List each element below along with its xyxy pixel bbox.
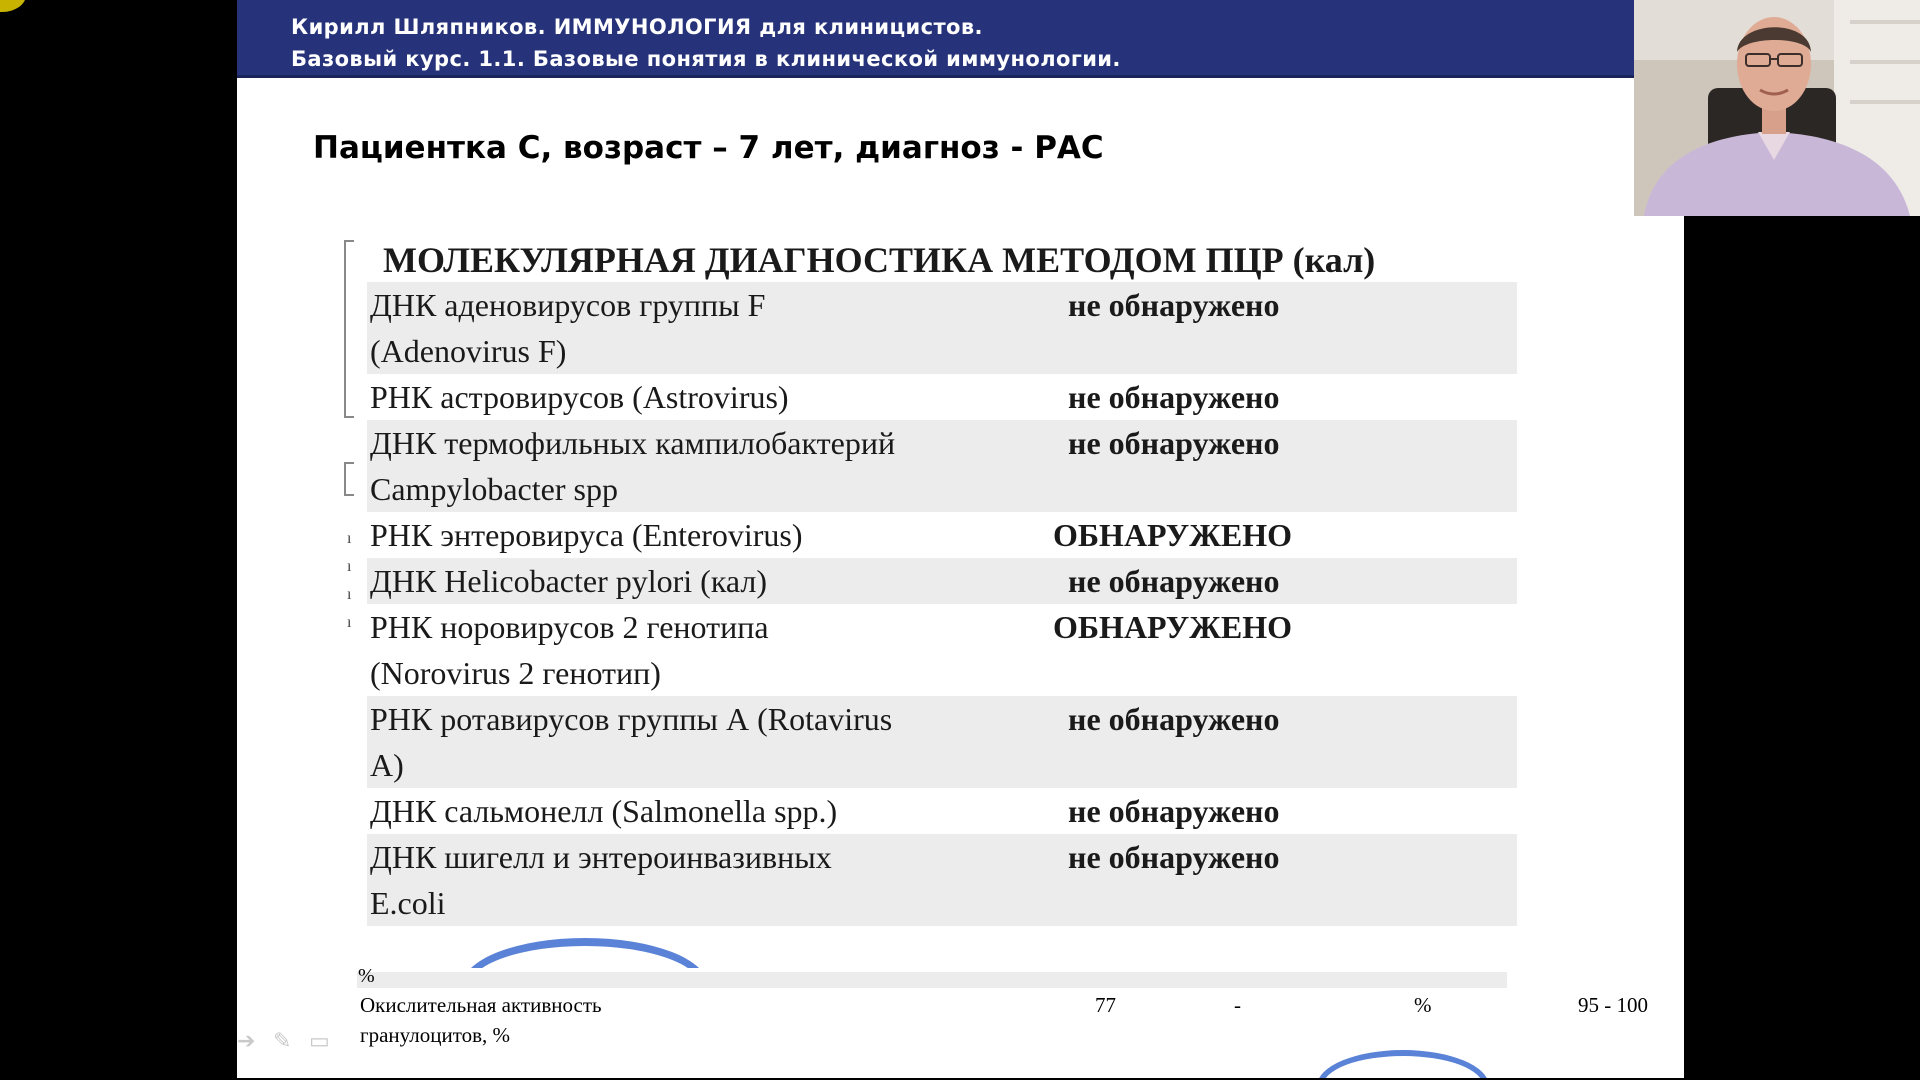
test-result-positive: ОБНАРУЖЕНО bbox=[1053, 609, 1293, 645]
test-result: не обнаружено bbox=[1068, 839, 1280, 875]
unit-label: % bbox=[358, 965, 375, 987]
test-name-line: РНК ротавирусов группы А (Rotavirus bbox=[370, 701, 893, 737]
scan-mark: ı bbox=[347, 558, 352, 575]
test-name bbox=[367, 420, 1060, 512]
test-name-line: ДНК шигелл и энтероинвазивных bbox=[370, 839, 832, 875]
test-name bbox=[367, 374, 1060, 420]
scan-bracket bbox=[344, 462, 354, 496]
header-line-1: Кирилл Шляпников. ИММУНОЛОГИЯ для клиницистов. bbox=[291, 15, 983, 39]
lower-test-unit: % bbox=[1414, 993, 1432, 1017]
table-row bbox=[367, 374, 1517, 420]
test-result: не обнаружено bbox=[1068, 563, 1280, 599]
test-result: не обнаружено bbox=[1068, 425, 1280, 461]
test-name-line: А) bbox=[370, 747, 404, 783]
scan-mark: ı bbox=[347, 586, 352, 603]
table-row bbox=[367, 512, 1517, 558]
presentation-slide bbox=[237, 0, 1684, 1078]
test-result: не обнаружено bbox=[1068, 287, 1280, 323]
test-name-line: E.coli bbox=[370, 885, 446, 921]
scan-mark: ı bbox=[347, 530, 352, 547]
table-row bbox=[367, 282, 1517, 374]
table-row bbox=[367, 834, 1517, 926]
cursor-highlight bbox=[0, 0, 26, 12]
lower-table-band bbox=[357, 972, 1507, 988]
test-name bbox=[367, 604, 1060, 696]
test-name bbox=[367, 834, 1060, 926]
pcr-heading: МОЛЕКУЛЯРНАЯ ДИАГНОСТИКА МЕТОДОМ ПЦР (кал) bbox=[383, 240, 1376, 280]
test-name bbox=[367, 696, 1060, 788]
slideshow-toolbar bbox=[237, 1030, 387, 1060]
test-name-line: РНК норовирусов 2 генотипа bbox=[370, 609, 769, 645]
test-name-line: ДНК сальмонелл (Salmonella spp.) bbox=[370, 793, 838, 829]
test-name bbox=[367, 512, 1060, 558]
table-row bbox=[367, 558, 1517, 604]
scan-bracket bbox=[344, 240, 354, 418]
lower-test-value: 77 bbox=[1095, 993, 1116, 1017]
slide-header bbox=[237, 0, 1634, 78]
test-name-line: РНК энтеровируса (Enterovirus) bbox=[370, 517, 803, 553]
test-name-line: ДНК Helicobacter pylori (кал) bbox=[370, 563, 767, 599]
test-name-line: (Adenovirus F) bbox=[370, 333, 567, 369]
header-line-2: Базовый курс. 1.1. Базовые понятия в клинической иммунологии. bbox=[291, 47, 1121, 71]
table-row bbox=[367, 604, 1517, 696]
screen-icon[interactable]: ▭ bbox=[309, 1028, 330, 1053]
lower-test-name-line: гранулоцитов, % bbox=[360, 1023, 511, 1047]
presenter-video-frame bbox=[1634, 0, 1920, 216]
test-result: не обнаружено bbox=[1068, 701, 1280, 737]
test-name bbox=[367, 558, 1060, 604]
pcr-results-document bbox=[367, 238, 1684, 926]
lower-test-name bbox=[360, 990, 680, 1050]
test-name-line: Campylobacter spp bbox=[370, 471, 618, 507]
pen-icon[interactable]: ✎ bbox=[273, 1028, 292, 1053]
test-result-positive: ОБНАРУЖЕНО bbox=[1053, 517, 1293, 553]
test-name bbox=[367, 282, 1060, 374]
scan-mark: ı bbox=[347, 614, 352, 631]
test-result: не обнаружено bbox=[1068, 793, 1280, 829]
test-name-line: ДНК аденовирусов группы F bbox=[370, 287, 766, 323]
test-name-line: (Norovirus 2 генотип) bbox=[370, 655, 661, 691]
test-name-line: ДНК термофильных кампилобактерий bbox=[370, 425, 896, 461]
slide-title: Пациентка С, возраст – 7 лет, диагноз - РАС bbox=[313, 130, 1104, 166]
test-name bbox=[367, 788, 1060, 834]
lower-test-reference: 95 - 100 bbox=[1578, 993, 1648, 1017]
table-row bbox=[367, 788, 1517, 834]
webcam-video bbox=[1634, 0, 1920, 216]
lower-test-flag: - bbox=[1234, 993, 1241, 1017]
test-result: не обнаружено bbox=[1068, 379, 1280, 415]
table-row bbox=[367, 696, 1517, 788]
table-row bbox=[367, 420, 1517, 512]
lower-test-name-line: Окислительная активность bbox=[360, 993, 602, 1017]
arrow-icon[interactable]: ➔ bbox=[237, 1028, 256, 1053]
test-name-line: РНК астровирусов (Astrovirus) bbox=[370, 379, 789, 415]
